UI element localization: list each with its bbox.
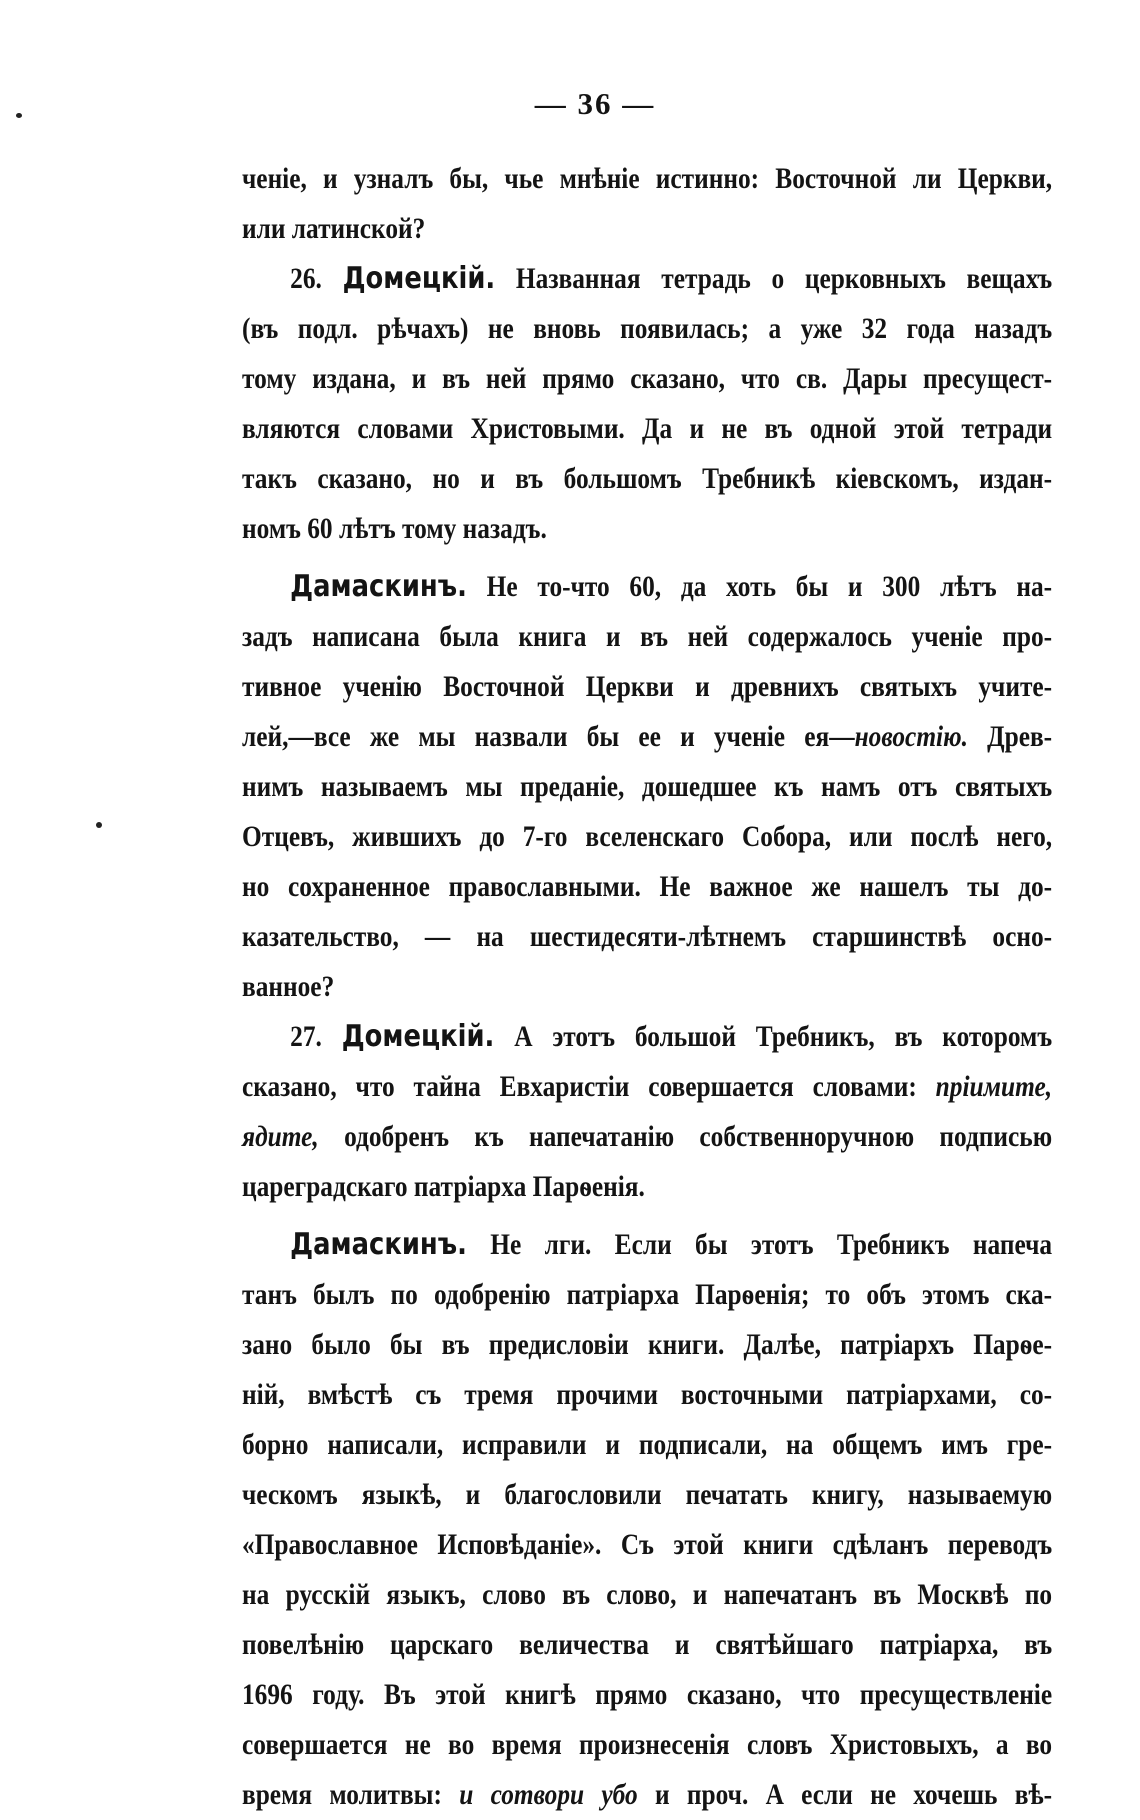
text-line bbox=[242, 1570, 1052, 1620]
line-text: цареградскаго патріарха Парѳенія. bbox=[242, 1171, 645, 1203]
text-line bbox=[242, 1670, 1052, 1720]
line-text: Отцевъ, жившихъ до 7-го вселенскаго Собора, или послѣ него, bbox=[242, 821, 1053, 853]
text-line bbox=[242, 1162, 1052, 1212]
italic-phrase: пріимите, bbox=[935, 1071, 1053, 1103]
text-line bbox=[242, 1220, 1052, 1270]
text-line bbox=[242, 712, 1052, 762]
text-line bbox=[242, 1770, 1052, 1820]
line-text: сказано, что тайна Евхаристіи совершается словами: bbox=[242, 1071, 936, 1103]
line-text-continued: Древ- bbox=[967, 721, 1053, 753]
text-line bbox=[242, 862, 1052, 912]
line-text: задъ написана была книга и въ ней содержалось ученіе про- bbox=[242, 621, 1053, 653]
line-text: совершается не во время произнесенія словъ Христовыхъ, а во bbox=[242, 1729, 1053, 1761]
text-line bbox=[242, 812, 1052, 862]
line-text: Не лги. Если бы этотъ Требникъ напеча bbox=[490, 1229, 1053, 1261]
line-text: (въ подл. рѣчахъ) не вновь появилась; а уже 32 года назадъ bbox=[242, 313, 1053, 345]
page-number: — 36 — bbox=[534, 86, 656, 121]
text-line bbox=[242, 612, 1052, 662]
line-text: повелѣнію царскаго величества и святѣйшаго патріарха, въ bbox=[242, 1629, 1053, 1661]
line-text: тому издана, и въ ней прямо сказано, что св. Дары пресущест- bbox=[242, 363, 1053, 395]
line-text: на русскій языкъ, слово въ слово, и напечатанъ въ Москвѣ по bbox=[242, 1579, 1053, 1611]
scan-speck bbox=[16, 113, 22, 118]
italic-phrase: ядите, bbox=[242, 1121, 319, 1153]
paragraph-number: 26. bbox=[290, 263, 322, 295]
text-line bbox=[242, 1370, 1052, 1420]
line-text: танъ былъ по одобренію патріарха Парѳенія; то объ этомъ ска- bbox=[242, 1279, 1053, 1311]
text-line bbox=[242, 1320, 1052, 1370]
line-text: ванное? bbox=[242, 971, 335, 1003]
text-line bbox=[242, 662, 1052, 712]
line-text: тивное ученію Восточной Церкви и древнихъ святыхъ учите- bbox=[242, 671, 1053, 703]
italic-phrase: новостію. bbox=[854, 721, 968, 753]
text-line bbox=[242, 1062, 1052, 1112]
speaker-name: Дамаскинъ. bbox=[290, 1227, 467, 1262]
line-text: время молитвы: bbox=[242, 1779, 460, 1811]
line-text: такъ сказано, но и въ большомъ Требникѣ кіевскомъ, издан- bbox=[242, 463, 1053, 495]
text-line bbox=[242, 504, 1052, 554]
text-line bbox=[242, 762, 1052, 812]
text-line bbox=[242, 154, 1052, 204]
line-text: 1696 году. Въ этой книгѣ прямо сказано, что пресуществленіе bbox=[242, 1679, 1053, 1711]
line-text: лей,—все же мы назвали бы ее и ученіе ея— bbox=[242, 721, 855, 753]
line-text: казательство, — на шестидесяти-лѣтнемъ старшинствѣ осно- bbox=[242, 921, 1053, 953]
line-text: номъ 60 лѣтъ тому назадъ. bbox=[242, 513, 547, 545]
italic-phrase: и сотвори убо bbox=[459, 1779, 638, 1811]
text-line bbox=[242, 962, 1052, 1012]
line-text: или латинской? bbox=[242, 213, 426, 245]
text-line bbox=[242, 1420, 1052, 1470]
speaker-name: Дамаскинъ. bbox=[290, 569, 467, 604]
text-line bbox=[242, 1470, 1052, 1520]
speaker-name: Домецкій. bbox=[342, 261, 496, 296]
line-text: «Православное Исповѣданіе». Съ этой книги сдѣланъ переводъ bbox=[242, 1529, 1053, 1561]
text-line bbox=[242, 404, 1052, 454]
line-text: вляются словами Христовыми. Да и не въ одной этой тетради bbox=[242, 413, 1053, 445]
line-text: но сохраненное православными. Не важное же нашелъ ты до- bbox=[242, 871, 1053, 903]
line-text-continued: одобренъ къ напечатанію собственноручною подписью bbox=[318, 1121, 1053, 1153]
line-text: Названная тетрадь о церковныхъ вещахъ bbox=[515, 263, 1053, 295]
text-line bbox=[242, 1620, 1052, 1670]
text-line bbox=[242, 1112, 1052, 1162]
text-line bbox=[242, 304, 1052, 354]
line-text: ченіе, и узналъ бы, чье мнѣніе истинно: Восточной ли Церкви, bbox=[242, 163, 1053, 195]
text-line bbox=[242, 562, 1052, 612]
line-text: Не то-что 60, да хоть бы и 300 лѣтъ на- bbox=[486, 571, 1053, 603]
line-text-continued: и проч. А если не хочешь вѣ- bbox=[637, 1779, 1053, 1811]
line-text: ній, вмѣстѣ съ тремя прочими восточными патріархами, со- bbox=[242, 1379, 1053, 1411]
text-line bbox=[242, 254, 1052, 304]
text-line bbox=[242, 1520, 1052, 1570]
line-text: А этотъ большой Требникъ, въ которомъ bbox=[514, 1021, 1053, 1053]
paragraph-number: 27. bbox=[290, 1021, 322, 1053]
text-line bbox=[242, 354, 1052, 404]
text-line bbox=[242, 1270, 1052, 1320]
text-line bbox=[242, 204, 1052, 254]
text-line bbox=[242, 912, 1052, 962]
text-line bbox=[242, 454, 1052, 504]
text-line bbox=[242, 1720, 1052, 1770]
line-text: борно написали, исправили и подписали, на общемъ имъ гре- bbox=[242, 1429, 1053, 1461]
text-line bbox=[242, 1012, 1052, 1062]
speaker-name: Домецкій. bbox=[341, 1019, 495, 1054]
line-text: зано было бы въ предисловіи книги. Далѣе, патріархъ Парѳе- bbox=[242, 1329, 1053, 1361]
scan-speck bbox=[96, 822, 102, 828]
line-text: ческомъ языкѣ, и благословили печатать книгу, называемую bbox=[242, 1479, 1053, 1511]
page-text bbox=[242, 154, 1052, 1820]
line-text: нимъ называемъ мы преданіе, дошедшее къ намъ отъ святыхъ bbox=[242, 771, 1053, 803]
